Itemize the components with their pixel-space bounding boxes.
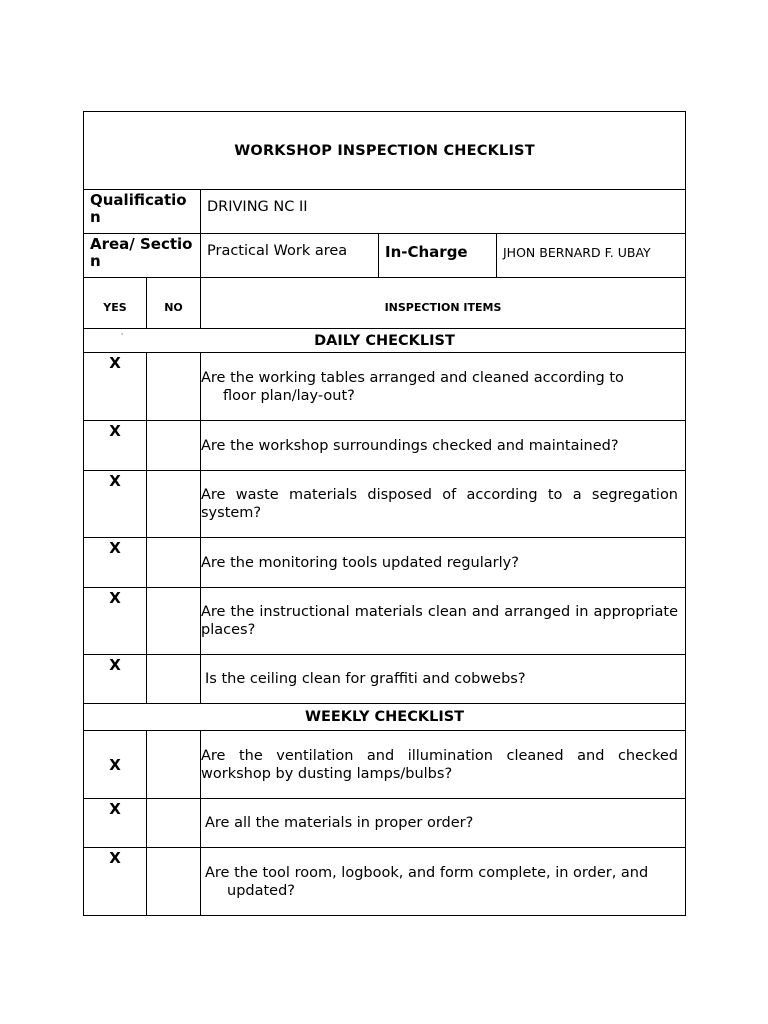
inspection-item: Are waste materials disposed of according to a segregation system? xyxy=(201,471,686,538)
inspection-item-text-continued: floor plan/lay-out? xyxy=(223,387,355,404)
weekly-checklist-heading: WEEKLY CHECKLIST xyxy=(84,704,686,731)
no-cell xyxy=(147,353,201,421)
inspection-item xyxy=(201,848,686,916)
no-cell xyxy=(147,421,201,471)
inspection-checklist-sheet xyxy=(83,111,685,916)
yes-mark: X xyxy=(84,421,147,471)
area-section-label: Area/ Section xyxy=(84,234,201,278)
yes-mark: X xyxy=(84,799,147,848)
no-cell xyxy=(147,799,201,848)
yes-mark: X xyxy=(84,588,147,655)
table-row xyxy=(84,848,686,916)
no-cell xyxy=(147,588,201,655)
yes-mark: X xyxy=(84,471,147,538)
no-cell xyxy=(147,538,201,588)
checklist-table xyxy=(83,111,686,916)
inspection-item: Are all the materials in proper order? xyxy=(201,799,686,848)
inspection-item xyxy=(201,353,686,421)
no-cell xyxy=(147,848,201,916)
inspection-item: Are the instructional materials clean and arranged in appropriate places? xyxy=(201,588,686,655)
yes-mark: X xyxy=(84,353,147,421)
table-row xyxy=(84,353,686,421)
no-cell xyxy=(147,731,201,799)
yes-mark: X xyxy=(84,848,147,916)
no-cell xyxy=(147,471,201,538)
table-row xyxy=(84,799,686,848)
yes-mark: X xyxy=(84,538,147,588)
table-row xyxy=(84,731,686,799)
yes-mark: X xyxy=(84,655,147,704)
qualification-label: Qualification xyxy=(84,190,201,234)
area-section-value: Practical Work area xyxy=(201,234,379,278)
inspection-item: Is the ceiling clean for graffiti and cobwebs? xyxy=(201,655,686,704)
inspection-item: Are the ventilation and illumination cleaned and checked workshop by dusting lamps/bulbs? xyxy=(201,731,686,799)
yes-mark: X xyxy=(84,731,147,799)
inspection-item-text: Are the working tables arranged and cleaned according to xyxy=(201,369,624,386)
qualification-value: DRIVING NC II xyxy=(201,190,686,234)
inspection-item: Are the monitoring tools updated regularly? xyxy=(201,538,686,588)
table-row xyxy=(84,471,686,538)
inspection-items-header: INSPECTION ITEMS xyxy=(201,278,686,329)
table-row xyxy=(84,421,686,471)
inspection-item-text-continued: updated? xyxy=(227,882,295,899)
inspection-item-text: Are the tool room, logbook, and form complete, in order, and xyxy=(205,864,649,881)
no-column-header: NO xyxy=(147,278,201,329)
in-charge-label: In-Charge xyxy=(379,234,497,278)
in-charge-value: JHON BERNARD F. UBAY xyxy=(497,234,686,278)
yes-column-header: YES xyxy=(84,278,147,329)
inspection-item: Are the workshop surroundings checked and maintained? xyxy=(201,421,686,471)
daily-checklist-heading: · DAILY CHECKLIST xyxy=(84,329,686,353)
document-title: WORKSHOP INSPECTION CHECKLIST xyxy=(84,112,686,190)
table-row xyxy=(84,588,686,655)
table-row xyxy=(84,655,686,704)
table-row xyxy=(84,538,686,588)
no-cell xyxy=(147,655,201,704)
daily-checklist-title: DAILY CHECKLIST xyxy=(314,332,455,349)
